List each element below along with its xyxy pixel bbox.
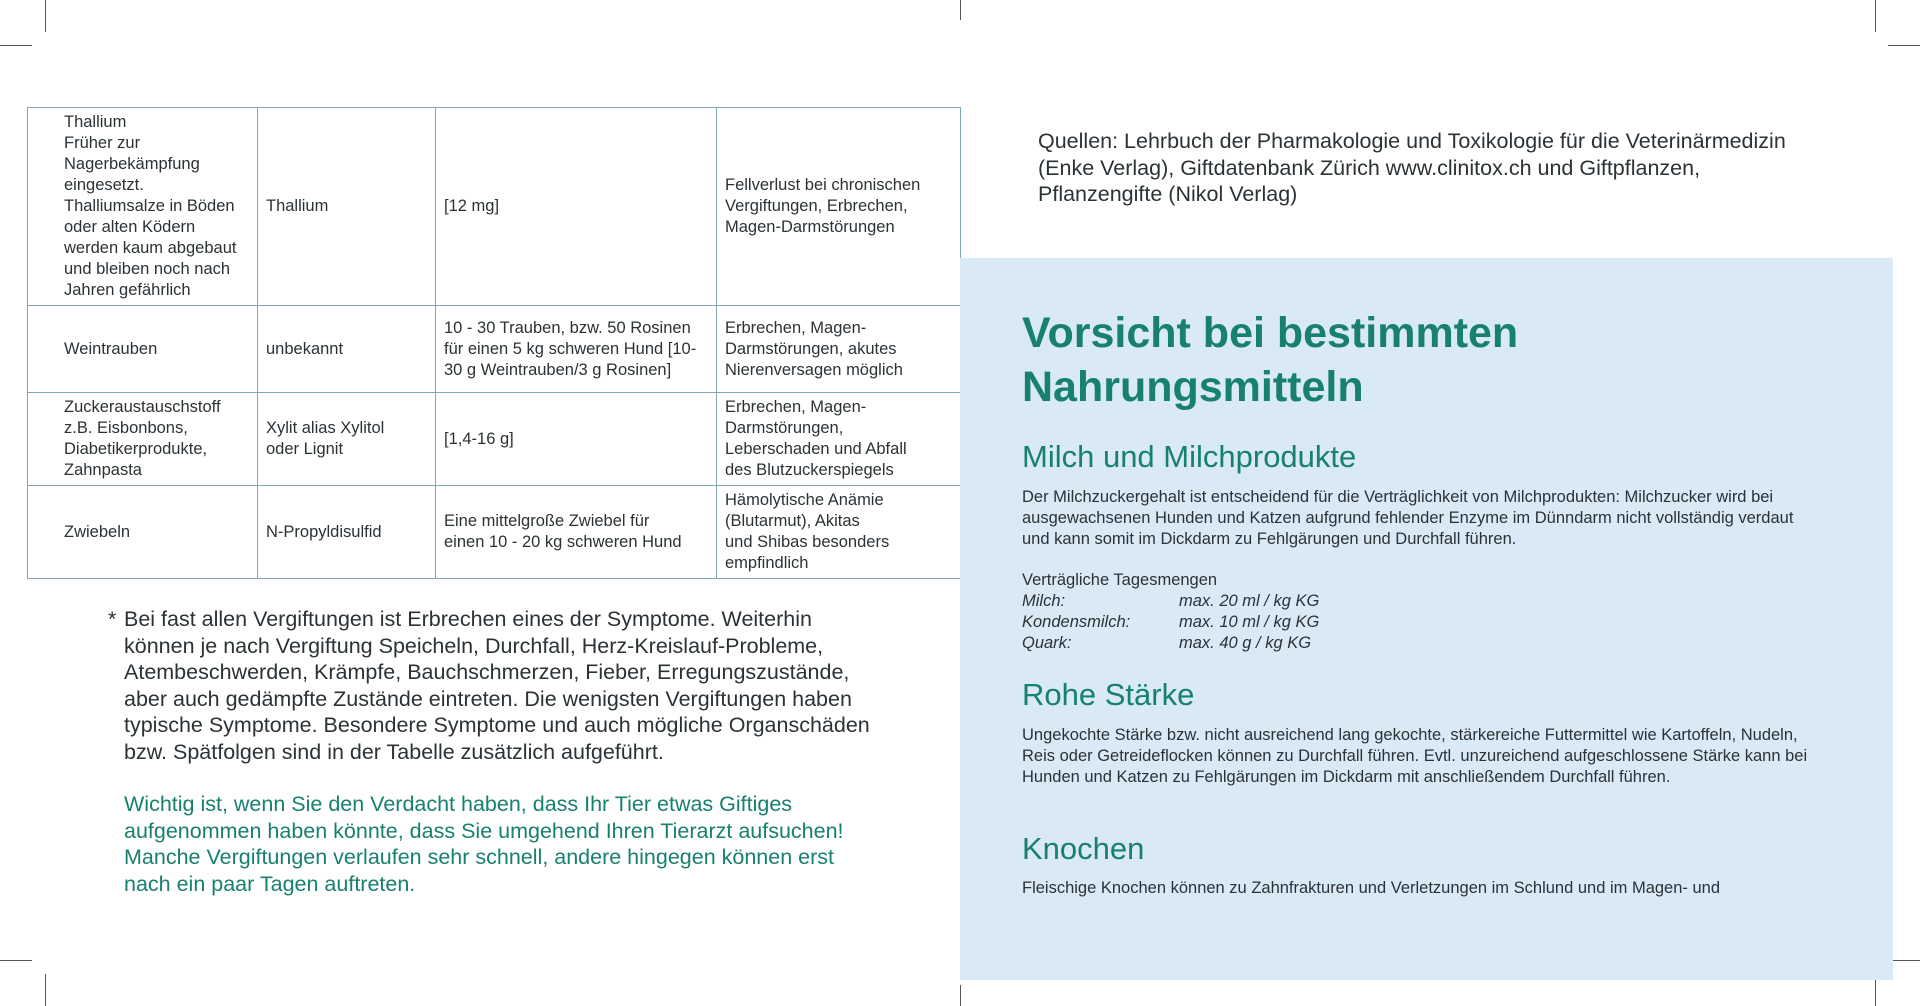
table-row [28,108,961,306]
panel-title-line: Vorsicht bei bestimmten [1022,309,1519,357]
crop-mark [960,985,961,1006]
crop-mark [960,0,961,20]
agent-cell: Thallium [258,108,436,306]
panel-title [1022,306,1842,414]
amount-label: Milch: [1022,592,1066,610]
amount-row [1022,612,1319,633]
starch-section-text: Ungekochte Stärke bzw. nicht ausreichend lang gekochte, stärkereiche Futtermittel wie Kartoffeln, Nudeln, Reis oder Getreideflocken können zu Durchfall führen. Evtl. unzureichend aufgeschlossene Stärke kann bei Hunden und Katzen zu Fehlgärungen im Dickdarm mit anschließendem Durchfall führen. [1022,726,1808,786]
dose-cell: Eine mittelgroße Zwiebel für einen 10 - 20 kg schweren Hund [436,486,717,579]
crop-mark [45,0,46,32]
amount-value: max. 20 ml / kg KG [1179,592,1320,610]
dose-cell: [1,4-16 g] [436,393,717,486]
substance-cell: Zwiebeln [28,486,258,579]
poison-table [27,107,961,579]
crop-mark [45,974,46,1006]
dose-cell: [12 mg] [436,108,717,306]
dose-cell: 10 - 30 Trauben, bzw. 50 Rosinen für einen 5 kg schweren Hund [10- 30 g Weintrauben/3 g Rosinen] [436,306,717,393]
amount-row [1022,591,1319,612]
substance-cell: Zuckeraustauschstoff z.B. Eisbonbons, Diabetikerprodukte, Zahnpasta [28,393,258,486]
amount-value: max. 10 ml / kg KG [1179,613,1320,631]
symptoms-cell: Hämolytische Anämie (Blutarmut), Akitas und Shibas besonders empfindlich [717,486,961,579]
footnote-asterisk: * [108,607,117,631]
symptoms-cell: Fellverlust bei chronischen Vergiftungen, Erbrechen, Magen-Darmstörungen [717,108,961,306]
table-row [28,306,961,393]
warning-note: Wichtig ist, wenn Sie den Verdacht haben, dass Ihr Tier etwas Giftiges aufgenommen haben könnte, dass Sie umgehend Ihren Tierarzt aufsuchen! Manche Vergiftungen verlaufen sehr schnell, andere hingegen können erst nach ein paar Tagen auftreten. [124,792,844,896]
substance-cell: Thallium Früher zur Nagerbekämpfung eingesetzt. Thalliumsalze in Böden oder alten Ködern werden kaum abgebaut und bleiben noch nach Jahren gefährlich [28,108,258,306]
footnote-text: Bei fast allen Vergiftungen ist Erbrechen eines der Symptome. Weiterhin können je nach Vergiftung Speicheln, Durchfall, Herz-Kreislauf-Probleme, Atembeschwerden, Krämpfe, Bauchschmerzen, Fieber, Erregungszustände, aber auch gedämpfte Zustände eintreten. Die wenigsten Vergiftungen haben typische Symptome. Besondere Symptome und auch mögliche Organschäden bzw. Spätfolgen sind in der Tabelle zusätzlich aufgeführt. [124,607,870,764]
agent-cell: N-Propyldisulfid [258,486,436,579]
symptoms-cell: Erbrechen, Magen- Darmstörungen, akutes Nierenversagen möglich [717,306,961,393]
table-row [28,393,961,486]
bones-section-text: Fleischige Knochen können zu Zahnfrakturen und Verletzungen im Schlund und im Magen- und [1022,879,1721,897]
amount-row [1022,633,1311,654]
table-row [28,486,961,579]
milk-section-text: Der Milchzuckergehalt ist entscheidend für die Verträglichkeit von Milchprodukten: Milchzucker wird bei ausgewachsenen Hunden und Katzen aufgrund fehlender Enzyme im Dünndarm nicht vollständig verdaut und kann somit im Dickdarm zu Fehlgärungen und Durchfall führen. [1022,488,1794,548]
agent-cell: Xylit alias Xylitol oder Lignit [258,393,436,486]
substance-cell: Weintrauben [28,306,258,393]
panel-title-line: Nahrungsmitteln [1022,363,1364,411]
sources-text: Quellen: Lehrbuch der Pharmakologie und Toxikologie für die Veterinärmedizin (Enke Verlag), Giftdatenbank Zürich www.clinitox.ch und Giftpflanzen, Pflanzengifte (Nikol Verlag) [1038,129,1786,206]
amounts-title: Verträgliche Tagesmengen [1022,571,1218,589]
amount-label: Kondensmilch: [1022,613,1131,631]
crop-mark [0,45,32,46]
starch-section-title: Rohe Stärke [1022,677,1195,712]
amount-value: max. 40 g / kg KG [1179,634,1312,652]
agent-cell: unbekannt [258,306,436,393]
bones-section-title: Knochen [1022,831,1145,866]
crop-mark [1888,45,1920,46]
crop-mark [1875,0,1876,32]
footnote [108,606,888,765]
milk-section-title: Milch und Milchprodukte [1022,439,1357,474]
amount-label: Quark: [1022,634,1072,652]
symptoms-cell: Erbrechen, Magen- Darmstörungen, Leberschaden und Abfall des Blutzuckerspiegels [717,393,961,486]
crop-mark [0,960,32,961]
